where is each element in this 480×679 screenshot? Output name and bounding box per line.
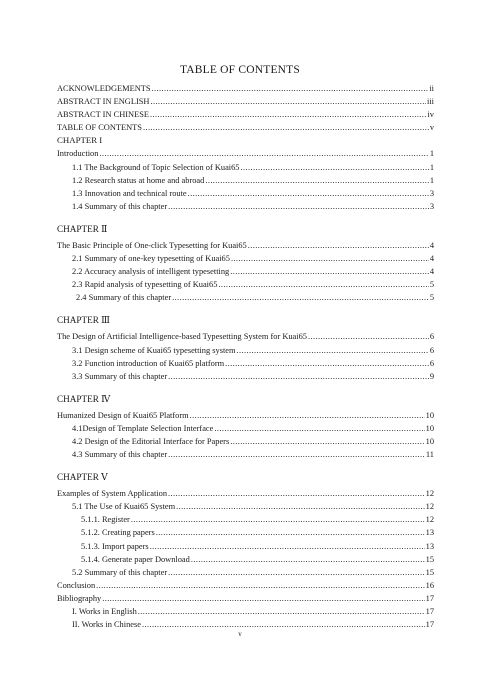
toc-entry-label: 4.3 Summary of this chapter [72, 450, 168, 460]
toc-entry-label: 5.1.2. Creating papers [81, 528, 155, 538]
toc-section[interactable] [57, 187, 434, 200]
toc-entry-label: 4.2 Design of the Editorial Interface for Papers [72, 436, 230, 446]
toc-entry-label: 3.2 Function introduction of Kuai65 platform [72, 358, 225, 368]
dot-leader [172, 291, 429, 304]
toc-entry-abstract-chinese[interactable] [57, 108, 434, 121]
dot-leader [176, 500, 424, 513]
toc-section[interactable] [57, 422, 434, 435]
dot-leader [191, 553, 425, 566]
toc-entry-label: Bibliography [57, 593, 102, 603]
dot-leader [143, 121, 429, 134]
toc-section[interactable] [57, 161, 434, 174]
toc-entry-page: 6 [429, 332, 434, 342]
toc-entry-page: v [429, 123, 434, 133]
toc-entry-page: 9 [429, 371, 434, 381]
dot-leader [99, 147, 428, 160]
page-title: TABLE OF CONTENTS [179, 64, 301, 76]
toc-entry-page: 6 [429, 358, 434, 368]
toc-entry-page: 10 [425, 436, 434, 446]
dot-leader [188, 187, 429, 200]
toc-entry-label: TABLE OF CONTENTS [57, 123, 142, 133]
toc-entry-label: I. Works in English [72, 607, 137, 616]
toc-entry-label: 5.1.4. Generate paper Download [81, 554, 190, 564]
dot-leader [214, 422, 424, 435]
toc-section[interactable] [57, 370, 434, 383]
toc-entry-label: The Design of Artificial Intelligence-based Typesetting System for Kuai65 [57, 332, 307, 342]
toc-entry-page: 1 [429, 175, 434, 185]
toc-entry-page: 4 [429, 240, 434, 250]
toc-entry-label: Examples of System Application [57, 489, 168, 499]
toc-subsection[interactable] [57, 540, 434, 553]
toc-section[interactable] [57, 291, 434, 304]
toc-entry-label: 5.1.3. Import papers [81, 541, 149, 551]
toc-entry-conclusion[interactable] [57, 579, 434, 592]
toc-entry-label: 5.1 The Use of Kuai65 System [72, 502, 176, 512]
toc-entry-label: ACKNOWLEDGEMENTS [57, 84, 151, 93]
dot-leader [248, 239, 429, 252]
toc-entry-label: Introduction [57, 149, 99, 159]
toc-entry-page: 15 [425, 554, 434, 564]
toc-entry-page: 10 [425, 423, 434, 433]
toc-section[interactable] [57, 278, 434, 291]
toc-entry-acknowledgements[interactable] [57, 82, 434, 95]
toc-entry-page: iii [427, 97, 434, 107]
toc-subsection[interactable] [57, 526, 434, 539]
toc-section[interactable] [57, 200, 434, 213]
toc-section[interactable] [57, 265, 434, 278]
dot-leader [168, 370, 429, 383]
toc-entry-page: 10 [425, 410, 434, 420]
dot-leader [156, 526, 425, 539]
toc-entry-label: The Basic Principle of One-click Typesetting for Kuai65 [57, 240, 247, 250]
chapter-heading: CHAPTER Ⅱ [57, 223, 108, 234]
dot-leader [131, 513, 425, 526]
dot-leader [102, 592, 424, 605]
toc-section[interactable] [57, 605, 434, 618]
dot-leader [190, 409, 425, 422]
toc-entry-page: 12 [425, 489, 434, 499]
dot-leader [150, 108, 427, 121]
table-of-contents [57, 82, 434, 631]
dot-leader [218, 278, 428, 291]
page-number: v [238, 630, 242, 638]
toc-entry-page: 12 [425, 515, 434, 525]
toc-entry-page: 6 [429, 345, 434, 355]
toc-section[interactable] [57, 344, 434, 357]
toc-chapter-title[interactable] [57, 147, 434, 160]
dot-leader [205, 174, 428, 187]
toc-entry-label: 1.4 Summary of this chapter [72, 201, 168, 211]
toc-entry-label: 1.2 Research status at home and abroad [72, 175, 205, 185]
toc-entry-page: 13 [425, 541, 434, 551]
toc-section[interactable] [57, 252, 434, 265]
toc-entry-label: 2.3 Rapid analysis of typesetting of Kuai65 [72, 280, 218, 290]
toc-entry-label: 2.1 Summary of one-key typesetting of Kuai65 [72, 254, 230, 264]
toc-entry-page: 17 [425, 620, 434, 630]
dot-leader [308, 330, 429, 343]
toc-entry-bibliography[interactable] [57, 592, 434, 605]
toc-subsection[interactable] [57, 513, 434, 526]
dot-leader [152, 82, 429, 95]
toc-entry-page: 1 [429, 162, 434, 172]
toc-subsection[interactable] [57, 553, 434, 566]
toc-entry-label: 5.1.1. Register [81, 515, 130, 525]
toc-entry-page: 5 [429, 293, 434, 303]
chapter-heading: CHAPTER I [57, 135, 103, 146]
toc-entry-page: 5 [429, 280, 434, 290]
toc-entry-label: ABSTRACT IN ENGLISH [57, 97, 150, 107]
dot-leader [150, 95, 426, 108]
toc-entry-page: ii [429, 84, 434, 93]
toc-entry-label: 5.2 Summary of this chapter [72, 567, 168, 577]
chapter-heading: CHAPTER Ⅳ [57, 393, 111, 404]
toc-entry-label: 2.4 Summary of this chapter [76, 293, 172, 303]
toc-entry-page: 15 [425, 567, 434, 577]
dot-leader [138, 605, 425, 618]
toc-section[interactable] [57, 435, 434, 448]
toc-entry-label: 3.3 Summary of this chapter [72, 371, 168, 381]
toc-entry-page: iv [427, 110, 434, 120]
toc-entry-label: II. Works in Chinese [72, 620, 141, 630]
toc-entry-table-of-contents[interactable] [57, 121, 434, 134]
dot-leader [168, 200, 429, 213]
dot-leader [231, 252, 429, 265]
toc-entry-abstract-english[interactable] [57, 95, 434, 108]
toc-entry-label: 1.3 Innovation and technical route [72, 188, 187, 198]
dot-leader [150, 540, 425, 553]
chapter-heading: CHAPTER Ⅲ [57, 315, 111, 326]
toc-chapter-title[interactable] [57, 330, 434, 343]
toc-entry-page: 11 [425, 450, 434, 460]
dot-leader [96, 579, 424, 592]
dot-leader [168, 448, 425, 461]
toc-section[interactable] [57, 174, 434, 187]
toc-chapter-title[interactable] [57, 239, 434, 252]
toc-section[interactable] [57, 357, 434, 370]
toc-entry-label: 2.2 Accuracy analysis of intelligent typesetting [72, 267, 230, 277]
toc-entry-label: 1.1 The Background of Topic Selection of Kuai65 [72, 162, 240, 172]
toc-entry-page: 12 [425, 502, 434, 512]
toc-entry-page: 17 [425, 593, 434, 603]
toc-entry-label: Humanized Design of Kuai65 Platform [57, 410, 189, 420]
toc-entry-page: 4 [429, 254, 434, 264]
toc-entry-page: 16 [425, 580, 434, 590]
toc-entry-label: 3.1 Design scheme of Kuai65 typesetting system [72, 345, 236, 355]
toc-section[interactable] [57, 500, 434, 513]
toc-section[interactable] [57, 566, 434, 579]
toc-entry-label: ABSTRACT IN CHINESE [57, 110, 149, 120]
toc-entry-label: Conclusion [57, 580, 96, 590]
dot-leader [230, 435, 424, 448]
toc-section[interactable] [57, 448, 434, 461]
dot-leader [241, 161, 429, 174]
toc-entry-page: 17 [425, 607, 434, 616]
toc-entry-page: 3 [429, 201, 434, 211]
toc-entry-page: 1 [429, 149, 434, 159]
chapter-heading: CHAPTER Ⅴ [57, 472, 108, 483]
toc-entry-page: 3 [429, 188, 434, 198]
dot-leader [237, 344, 429, 357]
dot-leader [230, 265, 429, 278]
dot-leader [168, 566, 424, 579]
toc-entry-label: 4.1Design of Template Selection Interface [72, 423, 214, 433]
dot-leader [168, 487, 425, 500]
toc-entry-page: 13 [425, 528, 434, 538]
dot-leader [225, 357, 429, 370]
toc-chapter-title[interactable] [57, 409, 434, 422]
toc-entry-page: 4 [429, 267, 434, 277]
toc-chapter-title[interactable] [57, 487, 434, 500]
